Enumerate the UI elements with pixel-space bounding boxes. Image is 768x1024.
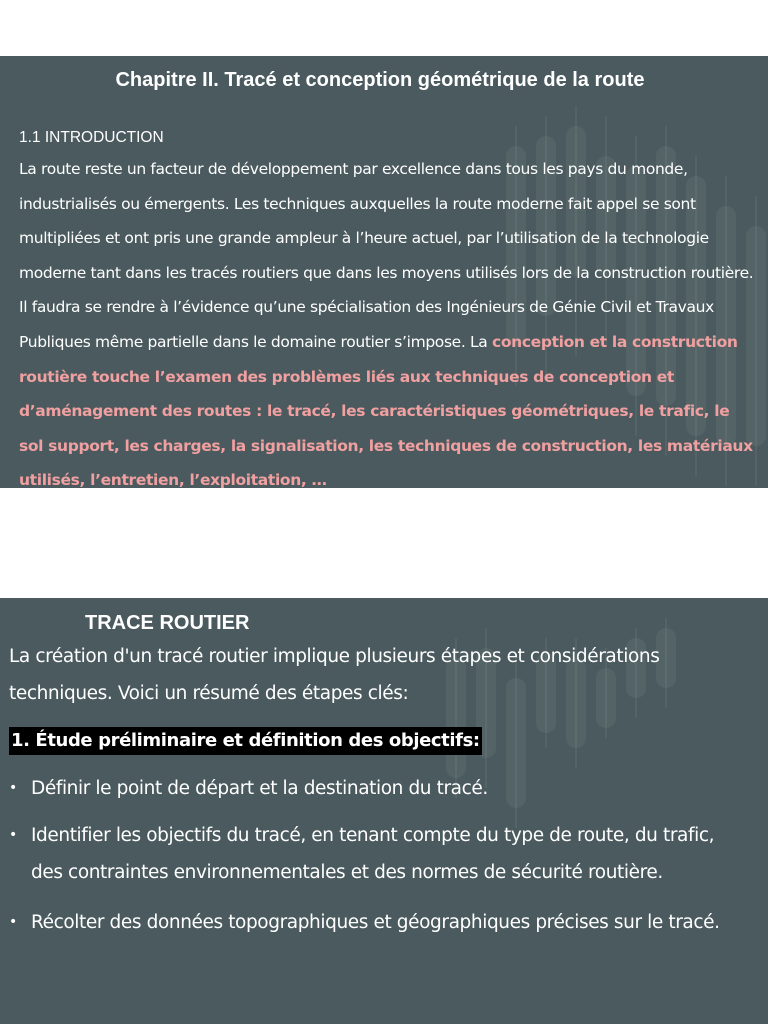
introduction-paragraph bbox=[19, 152, 754, 488]
list-item-text: Définir le point de départ et la destination du tracé. bbox=[31, 778, 488, 799]
list-item-text: Récolter des données topographiques et géographiques précises sur le tracé. bbox=[31, 912, 720, 933]
bullet-icon: • bbox=[9, 914, 17, 930]
list-item bbox=[9, 770, 749, 807]
list-item bbox=[9, 817, 749, 891]
list-item bbox=[9, 904, 749, 941]
chapter-title: Chapitre II. Tracé et conception géométrique de la route bbox=[115, 69, 645, 91]
paragraph-highlighted-text: conception et la construction routière touche l’examen des problèmes liés aux techniques de conception et d’aménagement des routes : le tracé, les caractéristiques géométriques, le trafic, le sol support, les charges, la signalisation, les techniques de construction, les matériaux utilisés, l’entretien, l’exploitation, … bbox=[19, 332, 753, 488]
section-heading: 1.1 INTRODUCTION bbox=[19, 129, 164, 146]
slide-trace-routier bbox=[0, 598, 768, 1024]
step-title: 1. Étude préliminaire et définition des objectifs: bbox=[9, 727, 482, 755]
list-item-text: Identifier les objectifs du tracé, en tenant compte du type de route, du trafic, des contraintes environnementales et des normes de sécurité routière. bbox=[31, 825, 715, 883]
bullet-icon: • bbox=[9, 780, 17, 796]
slide-introduction bbox=[0, 56, 768, 488]
bullet-icon: • bbox=[9, 827, 17, 843]
section-heading: TRACE ROUTIER bbox=[85, 612, 250, 634]
paragraph-text: La route reste un facteur de développement par excellence dans tous les pays du monde, industrialisés ou émergents. Les techniques auxquelles la route moderne fait appel se sont multipliées et ont pris une grande ampleur à l’heure actuel, par l’utilisation de la technologie moderne tant dans les tracés routiers que dans les moyens utilisés lors de la construction routière. Il faudra se rendre à l’évidence qu’une spécialisation des Ingénieurs de Génie Civil et Travaux Publiques même partielle dans le domaine routier s’impose. La bbox=[19, 160, 754, 351]
intro-paragraph: La création d'un tracé routier implique plusieurs étapes et considérations techniques. Voici un résumé des étapes clés: bbox=[9, 646, 660, 704]
